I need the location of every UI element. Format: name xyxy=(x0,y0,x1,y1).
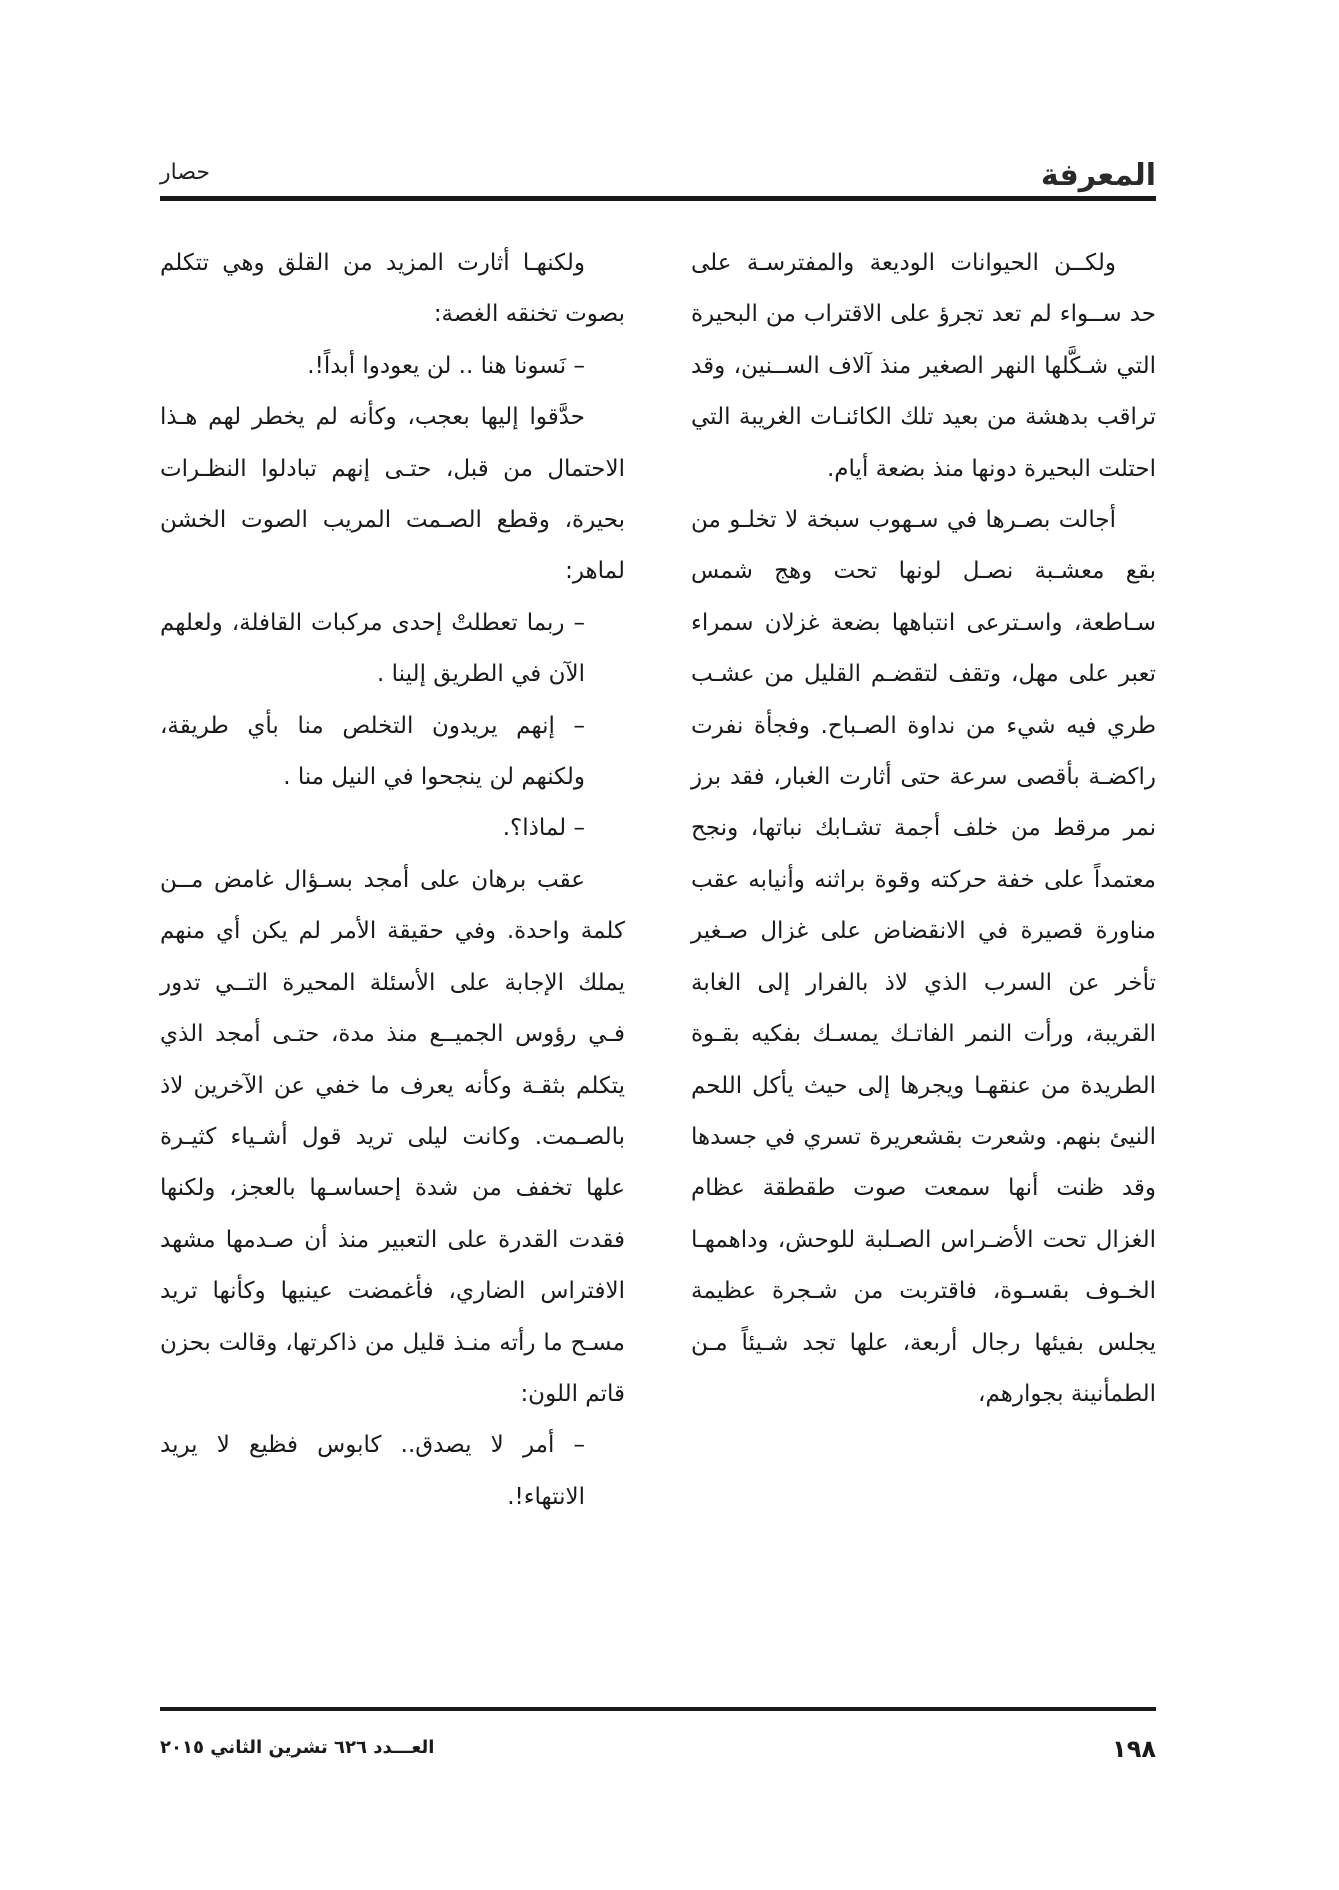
dialogue-line: – أمر لا يصدق.. كابوس فظيع لا يريد الانتهاء!. xyxy=(160,1432,585,1510)
paragraph: عقب برهان على أمجد بسـؤال غامض مــن كلمة واحدة. وفي حقيقة الأمر لم يكن أي منهم يملك الإجابة على الأسئلة المحيرة التــي تدور فـي رؤوس الجميــع منذ مدة، حتـى أمجد الذي يتكلم بثقـة وكأنه يعرف ما خفي عن الآخرين لاذ بالصـمت. وكانت ليلى تريد قول أشـياء كثيـرة علها تخفف من شدة إحساسـها بالعجز، ولكنها فقدت القدرة على التعبير منذ أن صـدمها مشهد الافتراس الضاري، فأغمضت عينيها وكأنها تريد مسـح ما رأته منـذ قليل من ذاكرتها، وقالت بحزن قاتم اللون: xyxy=(160,866,625,1407)
paragraph: أجالت بصـرها في سـهوب سبخة لا تخلـو من بقع معشـبة نصـل لونها تحت وهج شمس سـاطعة، واسـترعى انتباهها بضعة غزلان سمراء تعبر على مهل، وتقف لتقضـم القليل من عشـب طري فيه شيء من نداوة الصـباح. وفجأة نفرت راكضـة بأقصى سرعة حتى أثارت الغبار، فقد برز نمر مرقط من خلف أجمة تشـابك نباتها، ونجح معتمداً على خفة حركته وقوة براثنه وأنيابه عقب مناورة قصيرة في الانقضاض على غزال صـغير تأخر عن السرب الذي لاذ بالفرار إلى الغابة القريبة، ورأت النمر الفاتـك يمسـك بفكيه بقـوة الطريدة من عنقهـا ويجرها إلى حيث يأكل اللحم النيئ بنهم. وشعرت بقشعريرة تسري في جسدها وقد ظنت أنها سمعت صوت طقطقة عظام الغزال تحت الأضـراس الصـلبة للوحش، وداهمهـا الخـوف بقسـوة، فاقتربت من شـجرة عظيمة يجلس بفيئها رجال أربعة، علها تجد شـيئاً مـن الطمأنينة بجوارهم، xyxy=(691,507,1156,1407)
page-number: ١٩٨ xyxy=(1112,1735,1156,1763)
dialogue-line: – إنهم يريدون التخلص منا بأي طريقة، ولكنهم لن ينجحوا في النيل منا . xyxy=(160,712,585,791)
right-column xyxy=(691,238,1156,1420)
paragraph: حدَّقوا إليها بعجب، وكأنه لم يخطر لهم هـذا الاحتمال من قبل، حتـى إنهم تبادلوا النظـرات بحيرة، وقطع الصـمت المريب الصوت الخشن لماهر: xyxy=(160,404,625,585)
page-header xyxy=(160,150,1156,200)
page-footer xyxy=(160,1735,1156,1775)
left-column xyxy=(160,238,625,1523)
dialogue-line: – ربما تعطلتْ إحدى مركبات القافلة، ولعلهم الآن في الطريق إلينا . xyxy=(160,609,585,688)
magazine-logo: المعرفة xyxy=(1040,158,1156,193)
footer-rule xyxy=(160,1707,1156,1711)
dialogue-line: – نَسونا هنا .. لن يعودوا أبداً!. xyxy=(307,352,585,379)
issue-info: العـــدد ٦٢٦ تشرين الثاني ٢٠١٥ xyxy=(160,1737,435,1758)
paragraph: ولكــن الحيوانات الوديعة والمفترسـة على حد ســواء لم تعد تجرؤ على الاقتراب من البحيرة التي شـكَّلها النهر الصغير منذ آلاف الســنين، وقد تراقب بدهشة من بعيد تلك الكائنـات الغريبة التي احتلت البحيرة دونها منذ بضعة أيام. xyxy=(691,250,1156,482)
header-rule xyxy=(160,196,1156,201)
dialogue-line: – لماذا؟. xyxy=(502,815,585,842)
section-title: حصار xyxy=(160,160,211,185)
paragraph: ولكنهـا أثارت المزيد من القلق وهي تتكلم بصوت تخنقه الغصة: xyxy=(160,250,625,328)
